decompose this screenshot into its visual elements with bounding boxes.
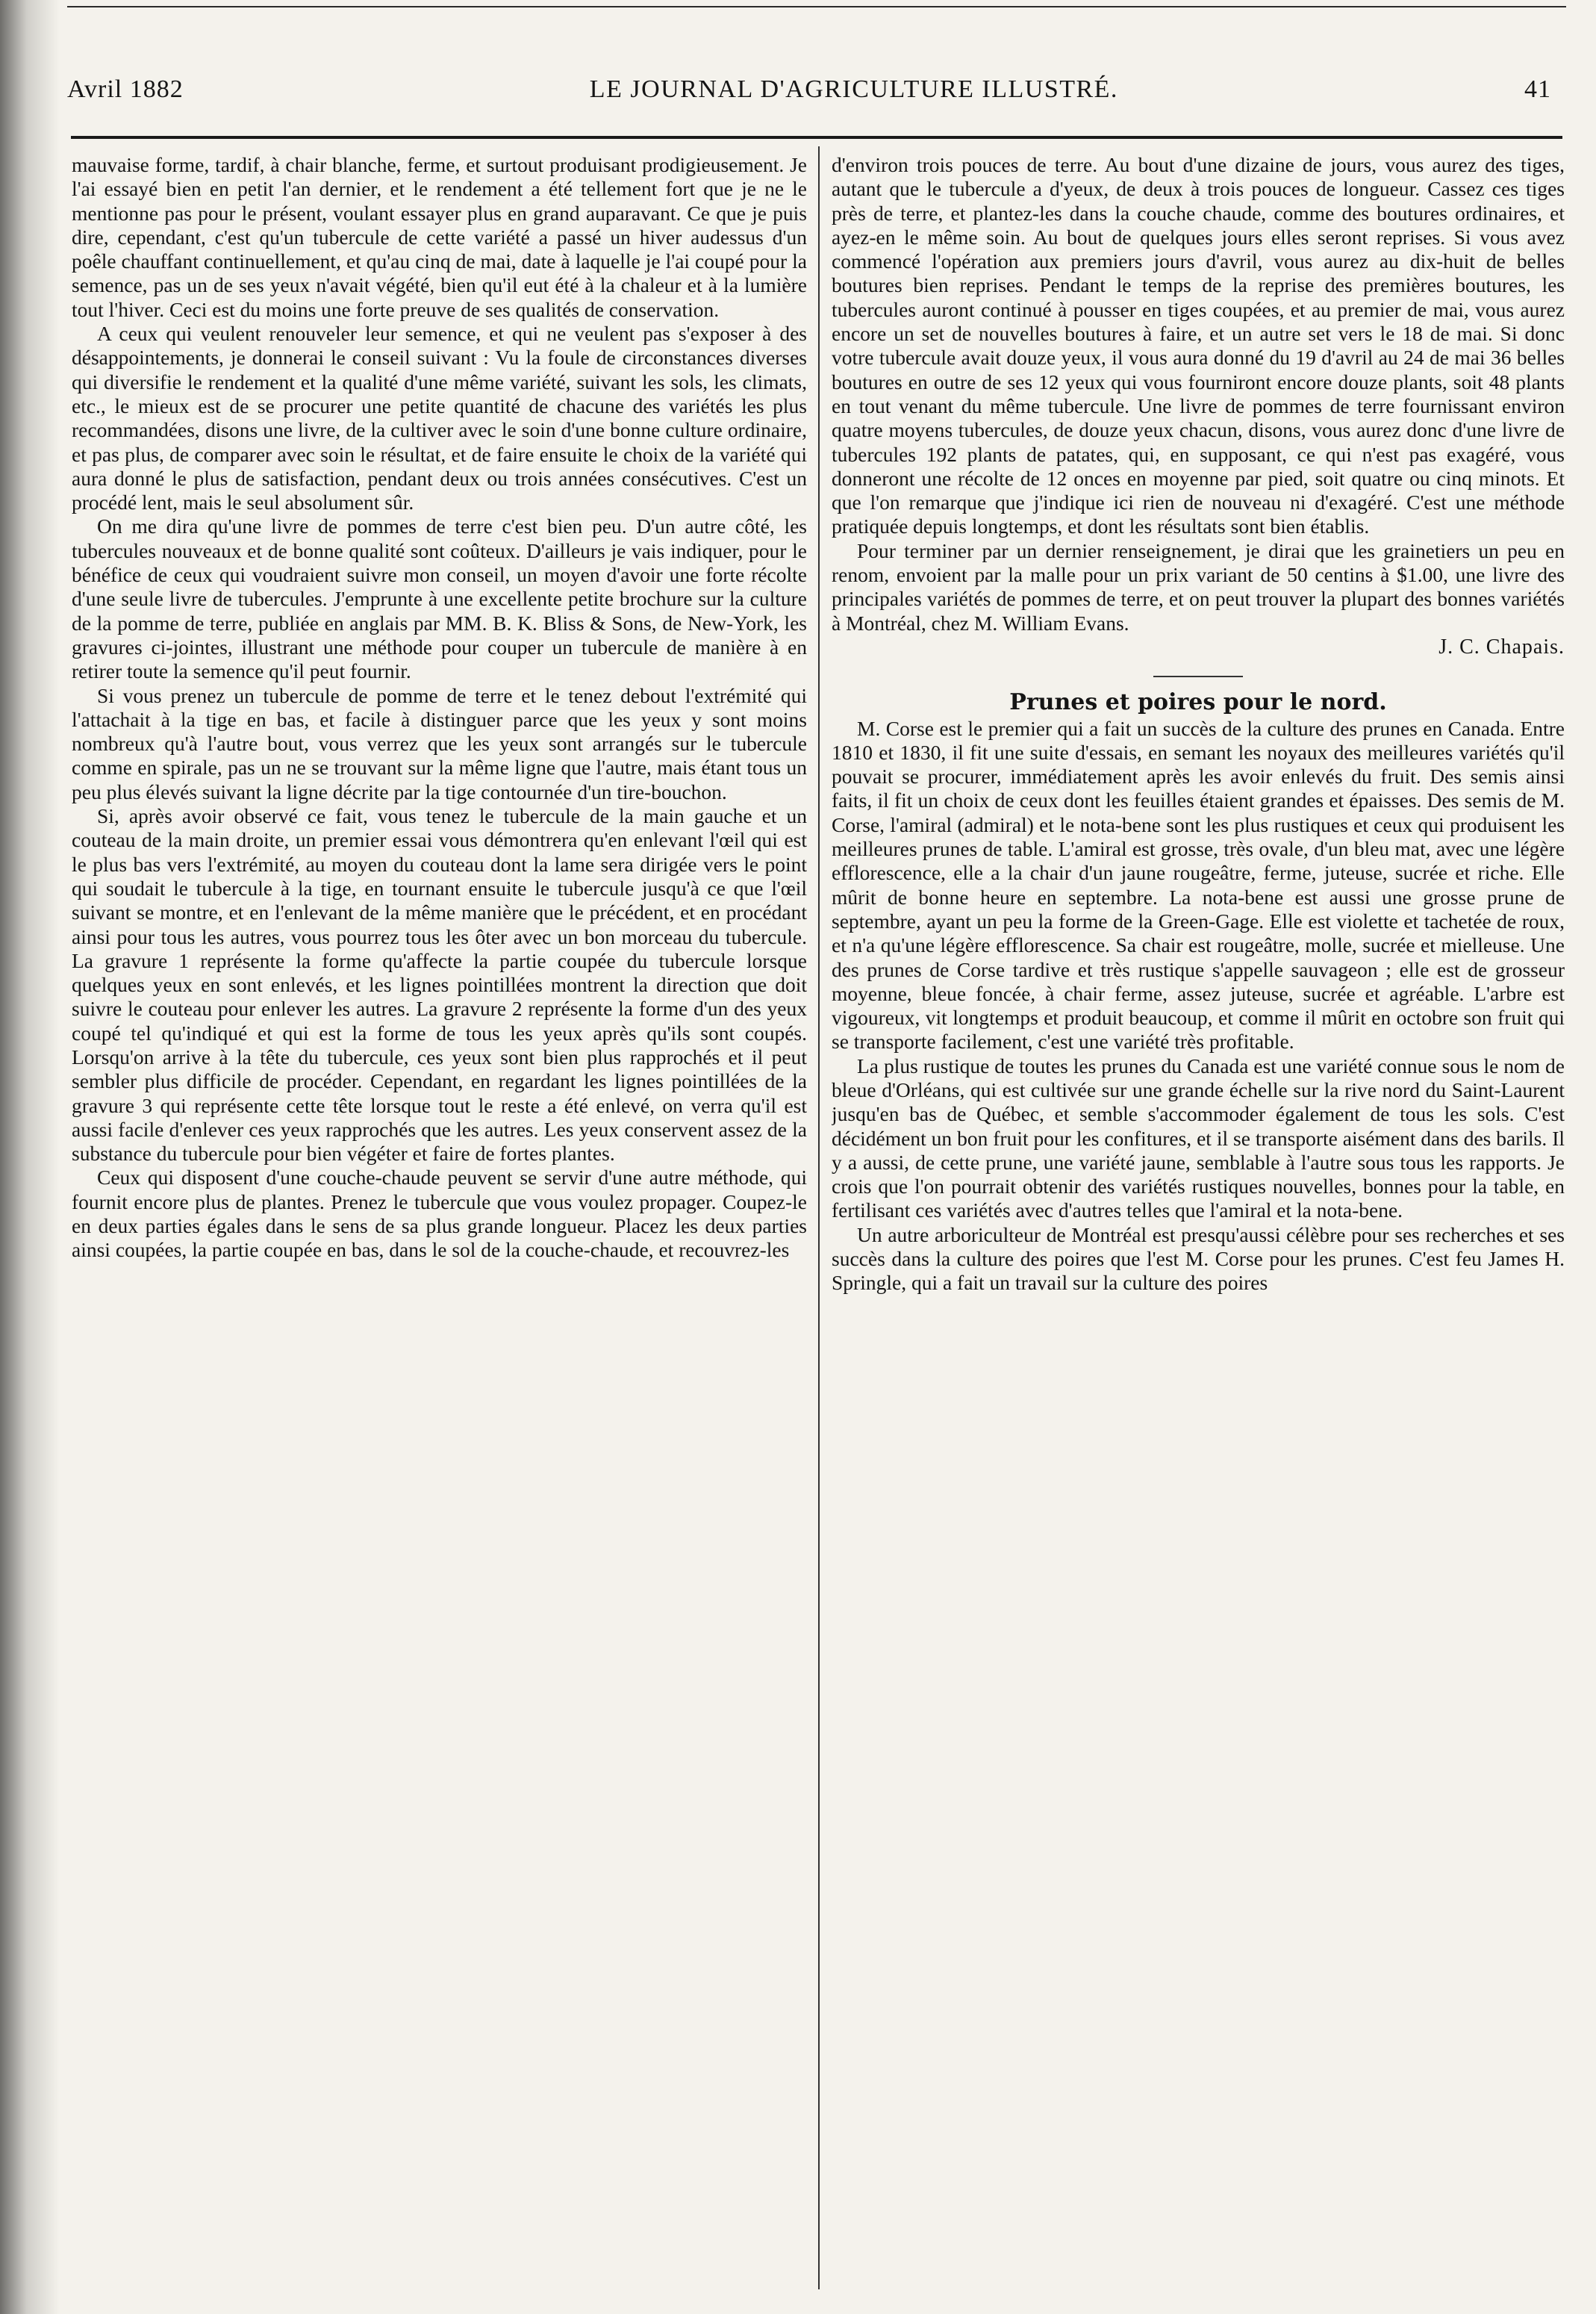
paragraph: La plus rustique de toutes les prunes du Canada est une variété connue sous le nom de bleue d'Orléans, qui est cultivée sur une grande échelle sur la rive nord du Saint-Laurent jusqu'en bas de Québec, et semble s'accommoder également de tous les sols. C'est décidément un bon fruit pour les confitures, et il se transporte aisément dans des barils. Il y a aussi, de cette prune, une variété jaune, semblable à l'autre sous tous les rapports. Je crois que l'on pourrait obtenir des variétés rustiques nouvelles, bonnes pour la table, en fertilisant ces variétés avec d'autres telles que l'amiral et la nota-bene. [832,1054,1565,1222]
author-signature: J. C. Chapais. [1438,635,1565,659]
binding-shadow [0,0,60,2314]
paragraph: Ceux qui disposent d'une couche-chaude peuvent se servir d'une autre méthode, qui fournit encore plus de plantes. Prenez le tubercule que vous voulez propager. Coupez-le en deux parties égales dans le sens de sa plus grande longueur. Placez les deux parties ainsi coupées, la partie coupée en bas, dans le sol de la couche-chaude, et recouvrez-les [72,1166,807,1262]
top-edge-rule [67,6,1566,7]
paragraph: M. Corse est le premier qui a fait un succès de la culture des prunes en Canada. Entre 1810 et 1830, il fit une suite d'essais, en semant les noyaux des meilleures variétés qu'il pouvait se procurer, immédiatement après les avoir enlevés du fruit. Des semis ainsi faits, il fit un choix de ceux dont les feuilles étaient grandes et épaisses. Des semis de M. Corse, l'amiral (admiral) et le nota-bene sont les plus rustiques et ceux qui produisent les meilleures prunes de table. L'amiral est grosse, très ovale, d'un bleu mat, avec une légère efflorescence, elle a la chair d'un jaune rougeâtre, ferme, juteuse, sucrée et riche. Elle mûrit de bonne heure en septembre. La nota-bene est aussi une grosse prune de septembre, ayant un peu la forme de la Green-Gage. Elle est violette et tachetée de roux, et n'a qu'une légère efflorescence. Sa chair est rougeâtre, molle, sucrée et mielleuse. Une des prunes de Corse tardive et très rustique s'appelle sauvageon ; elle est de grosseur moyenne, bleue foncée, à chair ferme, assez juteuse, sucrée et agréable. L'arbre est vigoureux, vit longtemps et produit beaucoup, et comme il mûrit en octobre son fruit qui se transporte facilement, c'est une variété très profitable. [832,716,1565,1054]
paragraph: d'environ trois pouces de terre. Au bout d'une dizaine de jours, vous aurez des tiges, autant que le tubercule a d'yeux, de deux à trois pouces de longueur. Cassez ces tiges près de terre, et plantez-les dans la couche chaude, comme des boutures ordinaires, et ayez-en le même soin. Au bout de quelques jours elles seront reprises. Si vous avez commencé l'opération aux premiers jours d'avril, vous aurez au dix-huit de belles boutures bien reprises. Pendant le temps de la reprise des premières boutures, les tubercules auront continué à pousser en tiges coupées, et au premier de mai, vous aurez encore un set de nouvelles boutures à faire, et un autre set vers le 18 de mai. Si donc votre tubercule avait douze yeux, il vous aura donné du 19 d'avril au 24 de mai 36 belles boutures en outre de ses 12 yeux qui vous fourniront encore douze plants, soit 48 plants en tout venant du même tubercule. Une livre de pommes de terre fournissant environ quatre moyens tubercules, de douze yeux chacun, disons, vous aurez donc d'une livre de tubercules 192 plants de patates, qui, en supposant, ce qui n'est pas exagéré, vous donneront une récolte de 12 onces en moyenne par pied, soit quatre ou cinq minots. Et que l'on remarque que j'indique ici rien de nouveau ni d'exagéré. C'est une méthode pratiquée depuis longtemps, et dont les résultats sont bien établis. [832,153,1565,538]
paragraph: A ceux qui veulent renouveler leur semence, et qui ne veulent pas s'exposer à des désappointements, je donnerai le conseil suivant : Vu la foule de circonstances diverses qui diversifie le rendement et la qualité d'une même variété, suivant les sols, les climats, etc., le mieux est de se procurer une petite quantité de chacune des variétés les plus recommandées, disons une livre, de la cultiver avec le soin d'une bonne culture ordinaire, et pas plus, de comparer avec soin le résultat, et de faire ensuite le choix de la variété qui aura donné le plus de satisfaction, pendant deux ou trois années consécutives. C'est un procédé lent, mais le seul absolument sûr. [72,322,807,514]
journal-title: LE JOURNAL D'AGRICULTURE ILLUSTRÉ. [589,75,1118,103]
page-header [67,67,1551,112]
issue-date: Avril 1882 [67,75,184,103]
right-column [832,153,1565,2296]
paragraph: mauvaise forme, tardif, à chair blanche, ferme, et surtout produisant prodigieusement. Je l'ai essayé bien en petit l'an dernier, et le rendement a été tellement fort que je ne le mentionne pas pour le présent, voulant essayer plus en grand auparavant. Ce que je puis dire, cependant, c'est qu'un tubercule de cette variété a passé un hiver audessus d'un poêle chauffant continuellement, et qu'au cinq de mai, date à laquelle je l'ai coupé pour la semence, pas un de ses yeux n'avait végété, bien qu'il eut été à la chaleur et à la lumière tout l'hiver. Ceci est du moins une forte preuve de ses qualités de conservation. [72,153,807,321]
article-separator [1153,676,1243,677]
column-divider [818,146,820,2289]
paragraph: Pour terminer par un dernier renseignement, je dirai que les grainetiers un peu en renom, envoient par la malle pour un prix variant de 50 centins à $1.00, une livre des principales variétés de pommes de terre, et on peut trouver la plupart des bonnes variétés à Montréal, chez M. William Evans. [832,538,1565,635]
page-number: 41 [1524,75,1551,103]
paragraph: Si vous prenez un tubercule de pomme de terre et le tenez debout l'extrémité qui l'attachait à la tige en bas, et facile à distinguer parce que les yeux y sont moins nombreux qu'à l'autre bout, vous verrez que les yeux sont arrangés sur le tubercule comme en spirale, pas un ne se trouvant sur la même ligne que l'autre, mais étant tous un peu plus élevés suivant la ligne décrite par la tige contournée d'un tire-bouchon. [72,683,807,803]
article-title: Prunes et poires pour le nord. [1009,689,1387,716]
left-column [72,153,807,2296]
paragraph: On me dira qu'une livre de pommes de terre c'est bien peu. D'un autre côté, les tubercules nouveaux et de bonne qualité sont coûteux. D'ailleurs je vais indiquer, pour le bénéfice de ceux qui voudraient suivre mon conseil, un moyen d'avoir une forte récolte d'une seule livre de tubercules. J'emprunte à une excellente petite brochure sur la culture de la pomme de terre, publiée en anglais par MM. B. K. Bliss & Sons, de New-York, les gravures ci-jointes, illustrant une méthode pour couper un tubercule de manière à en retirer toute la semence qu'il peut fournir. [72,514,807,683]
paragraph: Un autre arboriculteur de Montréal est presqu'aussi célèbre pour ses recherches et ses succès dans la culture des poires que l'est M. Corse pour les prunes. C'est feu James H. Springle, qui a fait un travail sur la culture des poires [832,1222,1565,1295]
paragraph: Si, après avoir observé ce fait, vous tenez le tubercule de la main gauche et un couteau de la main droite, un premier essai vous démontrera qu'en enlevant l'œil qui est le plus bas vers l'extrémité, au moyen du couteau dont la lame sera dirigée vers le point qui soudait le tubercule à la tige, en tournant ensuite le tubercule jusqu'à ce que l'œil suivant se montre, et en l'enlevant de la même manière que le précédent, et en procédant ainsi pour tous les autres, vous pourrez tous les ôter avec un bon morceau du tubercule. La gravure 1 représente la forme qu'affecte la partie coupée du tubercule lorsque quelques yeux en sont enlevés, et les lignes pointillées montrent la direction que doit suivre le couteau pour enlever les autres. La gravure 2 représente la forme d'un des yeux coupé tel qu'indiqué et qui est la forme de tous les yeux après qu'ils sont coupés. Lorsqu'on arrive à la tête du tubercule, ces yeux sont bien plus rapprochés et il peut sembler plus difficile de procéder. Cependant, en regardant les lignes pointillées de la gravure 3 qui représente cette tête lorsque tout le reste a été enlevé, on verra qu'il est aussi facile d'enlever ces yeux rapprochés que les autres. Les yeux conservent assez de la substance du tubercule pour bien végéter et faire de fortes plantes. [72,804,807,1166]
header-rule [71,136,1562,139]
